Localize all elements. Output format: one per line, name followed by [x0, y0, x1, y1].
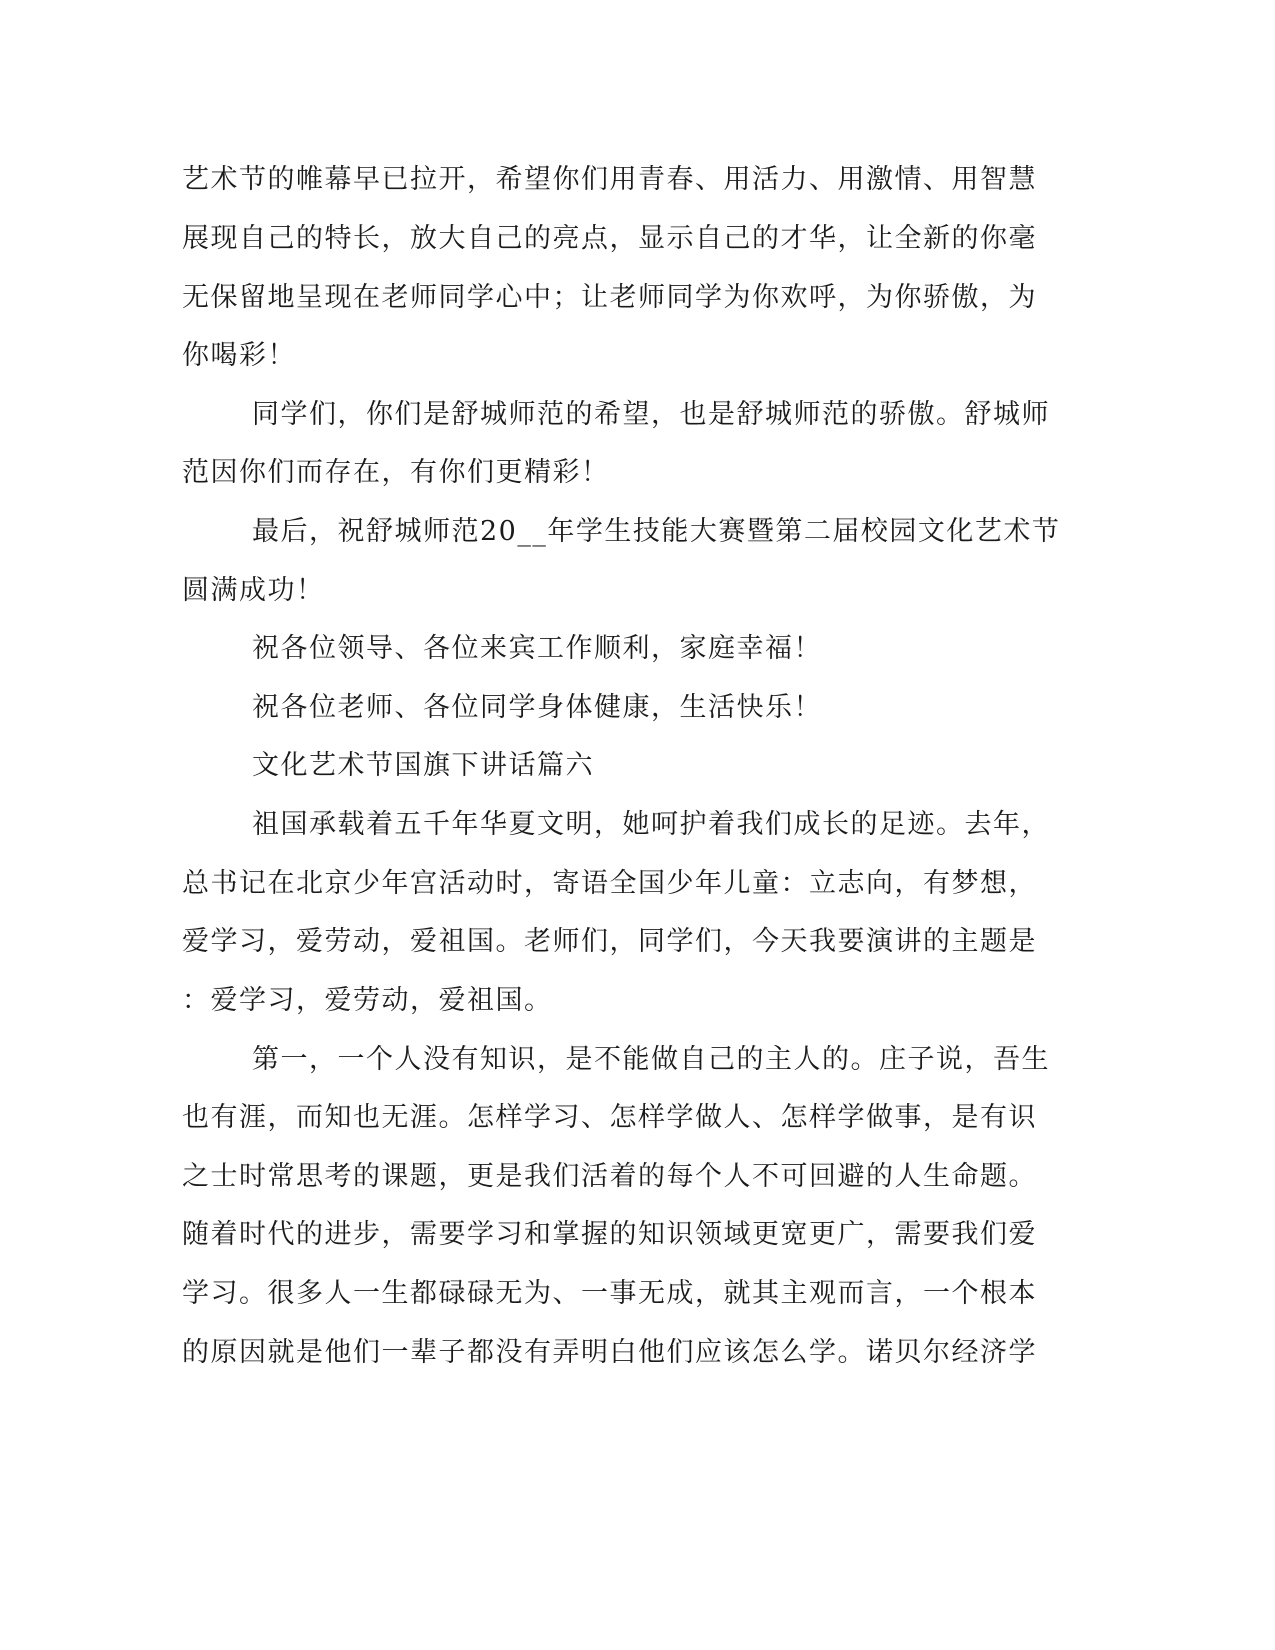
text-line: 也有涯，而知也无涯。怎样学习、怎样学做人、怎样学做事，是有识 — [182, 1102, 1037, 1133]
text-line: 最后，祝舒城师范20__年学生技能大赛暨第二届校园文化艺术节 — [252, 516, 1061, 547]
text-line: 学习。很多人一生都碌碌无为、一事无成，就其主观而言，一个根本 — [182, 1278, 1037, 1309]
text-line: 你喝彩！ — [182, 340, 296, 371]
text-line: 祖国承载着五千年华夏文明，她呵护着我们成长的足迹。去年， — [252, 809, 1050, 840]
text-line: 随着时代的进步，需要学习和掌握的知识领域更宽更广，需要我们爱 — [182, 1219, 1037, 1250]
section-heading: 文化艺术节国旗下讲话篇六 — [252, 750, 594, 781]
text-line: 爱学习，爱劳动，爱祖国。老师们，同学们，今天我要演讲的主题是 — [182, 926, 1037, 957]
text-line: 总书记在北京少年宫活动时，寄语全国少年儿童：立志向，有梦想， — [182, 868, 1037, 899]
text-line: 祝各位领导、各位来宾工作顺利，家庭幸福！ — [252, 633, 822, 664]
text-line: 祝各位老师、各位同学身体健康，生活快乐！ — [252, 692, 822, 723]
text-line: 圆满成功！ — [182, 575, 325, 606]
text-line: 之士时常思考的课题，更是我们活着的每个人不可回避的人生命题。 — [182, 1161, 1037, 1192]
text-line: 同学们，你们是舒城师范的希望，也是舒城师范的骄傲。舒城师 — [252, 399, 1050, 430]
text-line: ：爱学习，爱劳动，爱祖国。 — [182, 985, 553, 1016]
text-line: 范因你们而存在，有你们更精彩！ — [182, 457, 610, 488]
text-line: 无保留地呈现在老师同学心中；让老师同学为你欢呼，为你骄傲，为 — [182, 282, 1037, 313]
text-line: 展现自己的特长，放大自己的亮点，显示自己的才华，让全新的你毫 — [182, 223, 1037, 254]
text-line: 第一，一个人没有知识，是不能做自己的主人的。庄子说，吾生 — [252, 1044, 1050, 1075]
text-line: 的原因就是他们一辈子都没有弄明白他们应该怎么学。诺贝尔经济学 — [182, 1337, 1037, 1368]
text-line: 艺术节的帷幕早已拉开，希望你们用青春、用活力、用激情、用智慧 — [182, 164, 1037, 195]
